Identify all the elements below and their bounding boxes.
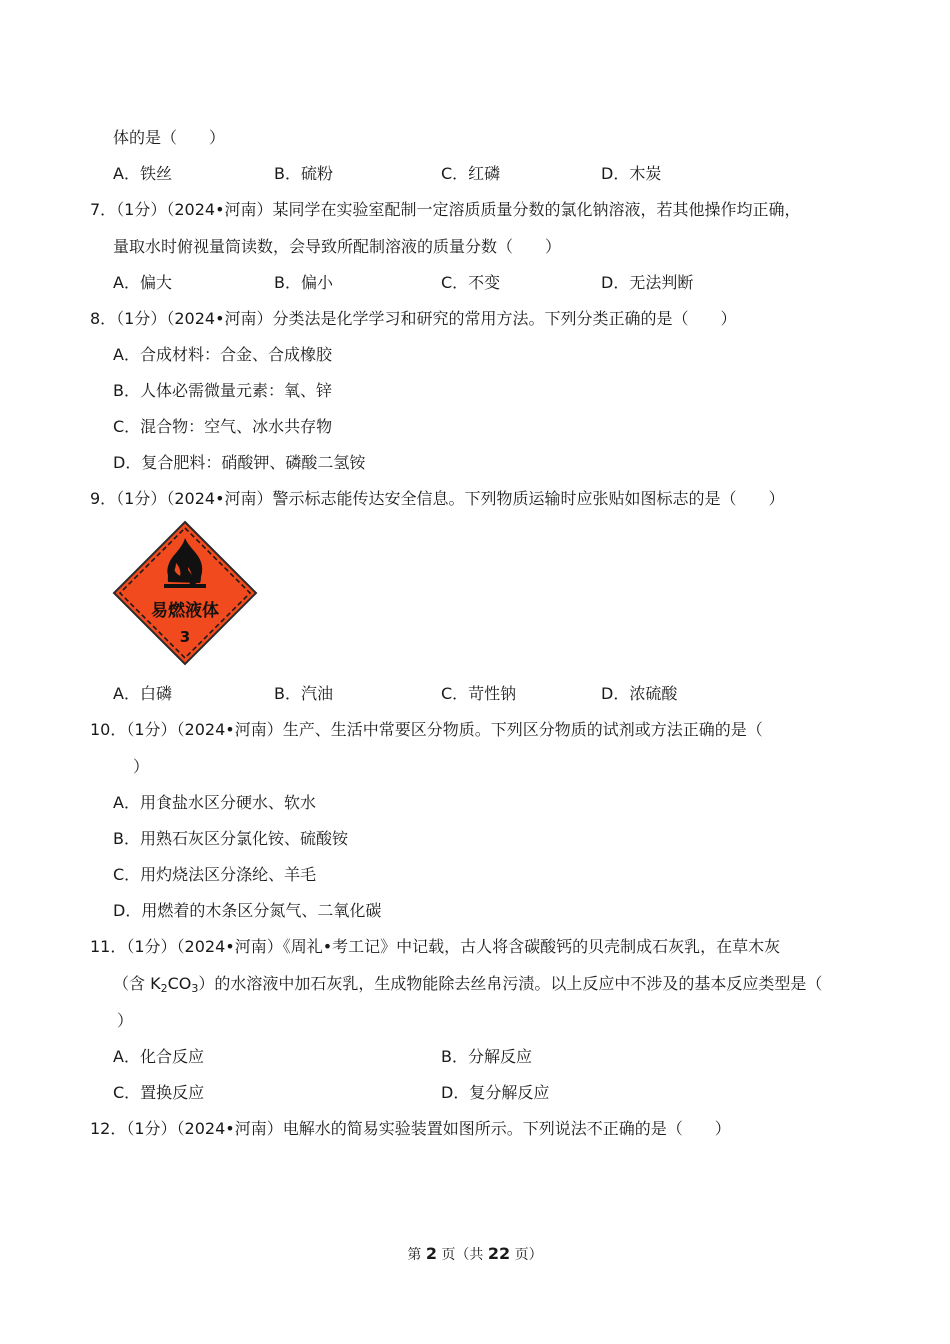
- q10-option-d: D．用燃着的木条区分氮气、二氧化碳: [113, 901, 382, 920]
- q7-stem-line2: 量取水时俯视量筒读数，会导致所配制溶液的质量分数（ ）: [113, 237, 562, 256]
- q7-option-c: C．不变: [441, 273, 501, 292]
- q11-stem-line3: ）: [117, 1011, 134, 1030]
- q10-stem-line2: ）: [133, 757, 150, 776]
- q11-stem-line1: 11．（1分）（2024•河南）《周礼•考工记》中记载，古人将含碳酸钙的贝壳制成石灰乳，在草木灰: [90, 937, 781, 956]
- q11-line2-mid: CO: [167, 974, 192, 993]
- q10-option-a: A．用食盐水区分硬水、软水: [113, 793, 316, 812]
- q11-line2-pre: （含 K: [113, 974, 161, 993]
- q10-option-c: C．用灼烧法区分涤纶、羊毛: [113, 865, 317, 884]
- q6-option-c: C．红磷: [441, 164, 501, 183]
- q9-option-b: B．汽油: [274, 684, 333, 703]
- q11-sub-2: 2: [160, 982, 168, 995]
- q11-option-d: D．复分解反应: [441, 1083, 550, 1102]
- footer-pre: 第: [407, 1247, 426, 1263]
- q10-stem-line1: 10．（1分）（2024•河南）生产、生活中常要区分物质。下列区分物质的试剂或方法正确的是（: [90, 720, 763, 739]
- sign-label: 易燃液体: [151, 601, 219, 621]
- q7-stem-line1: 7．（1分）（2024•河南）某同学在实验室配制一定溶质质量分数的氯化钠溶液，若其他操作均正确，: [90, 200, 801, 219]
- q6-stem-continuation: 体的是（ ）: [113, 128, 226, 147]
- q8-option-a: A．合成材料：合金、合成橡胶: [113, 345, 332, 364]
- q9-option-d: D．浓硫酸: [601, 684, 678, 703]
- q11-line2-post: ）的水溶液中加石灰乳，生成物能除去丝帛污渍。以上反应中不涉及的基本反应类型是（: [198, 974, 823, 993]
- footer-post: 页）: [510, 1247, 543, 1263]
- footer-mid: 页（共: [436, 1247, 488, 1263]
- q11-option-b: B．分解反应: [441, 1047, 532, 1066]
- page-footer: [0, 1244, 950, 1264]
- flammable-liquid-warning-sign: [112, 520, 258, 666]
- q6-option-a: A．铁丝: [113, 164, 172, 183]
- q11-sub-3: 3: [191, 982, 199, 995]
- q9-option-c: C．苛性钠: [441, 684, 517, 703]
- q10-option-b: B．用熟石灰区分氯化铵、硫酸铵: [113, 829, 348, 848]
- q7-option-a: A．偏大: [113, 273, 172, 292]
- q9-stem: 9．（1分）（2024•河南）警示标志能传达安全信息。下列物质运输时应张贴如图标志的是（ ）: [90, 489, 785, 508]
- q7-option-d: D．无法判断: [601, 273, 694, 292]
- footer-total-pages: 22: [487, 1244, 511, 1263]
- q8-option-d: D．复合肥料：硝酸钾、磷酸二氢铵: [113, 453, 366, 472]
- q9-option-a: A．白磷: [113, 684, 172, 703]
- q8-option-c: C．混合物：空气、冰水共存物: [113, 417, 333, 436]
- q11-option-a: A．化合反应: [113, 1047, 204, 1066]
- q8-option-b: B．人体必需微量元素：氧、锌: [113, 381, 332, 400]
- q8-stem: 8．（1分）（2024•河南）分类法是化学学习和研究的常用方法。下列分类正确的是（ ）: [90, 309, 737, 328]
- q7-option-b: B．偏小: [274, 273, 333, 292]
- q6-option-b: B．硫粉: [274, 164, 333, 183]
- footer-page-number: 2: [425, 1244, 437, 1263]
- sign-class-number: 3: [179, 628, 191, 646]
- q11-option-c: C．置换反应: [113, 1083, 205, 1102]
- q6-option-d: D．木炭: [601, 164, 662, 183]
- q11-stem-line2: [113, 973, 822, 995]
- q12-stem: 12．（1分）（2024•河南）电解水的简易实验装置如图所示。下列说法不正确的是（ ）: [90, 1119, 731, 1138]
